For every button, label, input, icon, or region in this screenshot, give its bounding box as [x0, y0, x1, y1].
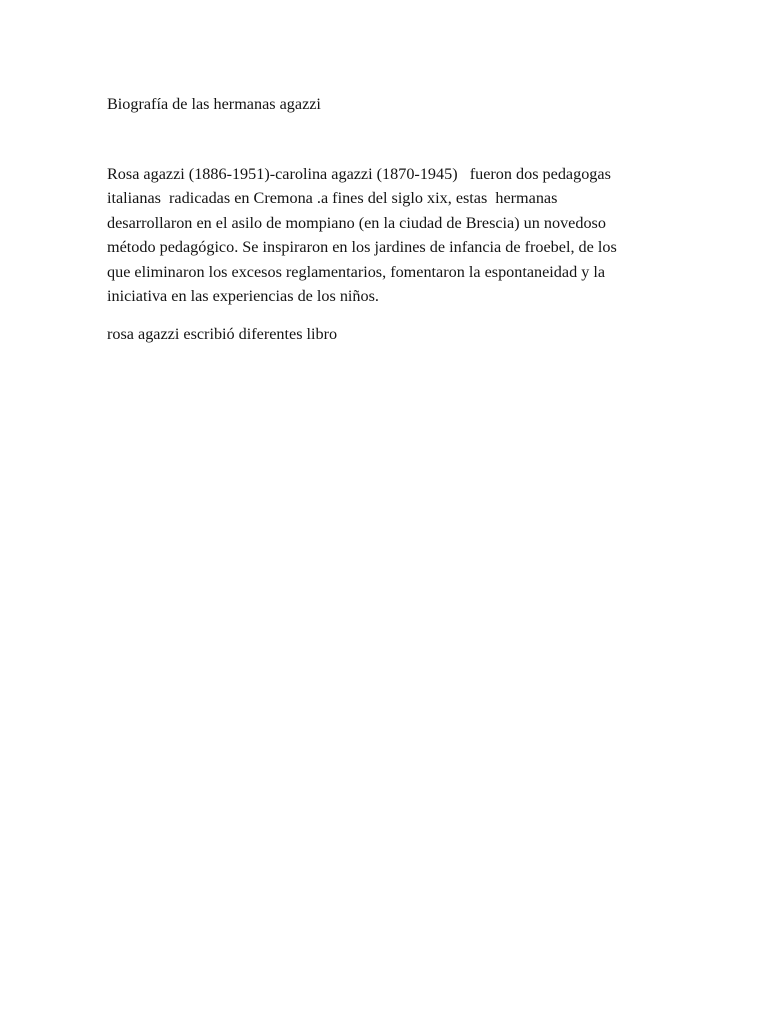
- paragraph-line: método pedagógico. Se inspiraron en los jardines de infancia de froebel, de los: [107, 238, 617, 257]
- paragraph-line: desarrollaron en el asilo de mompiano (en la ciudad de Brescia) un novedoso: [107, 213, 606, 232]
- body-paragraph: [107, 162, 707, 308]
- closing-line: rosa agazzi escribió diferentes libro: [107, 325, 338, 343]
- document-title: Biografía de las hermanas agazzi: [107, 95, 321, 113]
- paragraph-line: que eliminaron los excesos reglamentarios, fomentaron la espontaneidad y la: [107, 262, 606, 281]
- paragraph-line: italianas radicadas en Cremona .a fines del siglo xix, estas hermanas: [107, 189, 558, 208]
- paragraph-line: iniciativa en las experiencias de los niños.: [107, 286, 379, 305]
- paragraph-line: Rosa agazzi (1886-1951)-carolina agazzi (1870-1945) fueron dos pedagogas: [107, 165, 611, 183]
